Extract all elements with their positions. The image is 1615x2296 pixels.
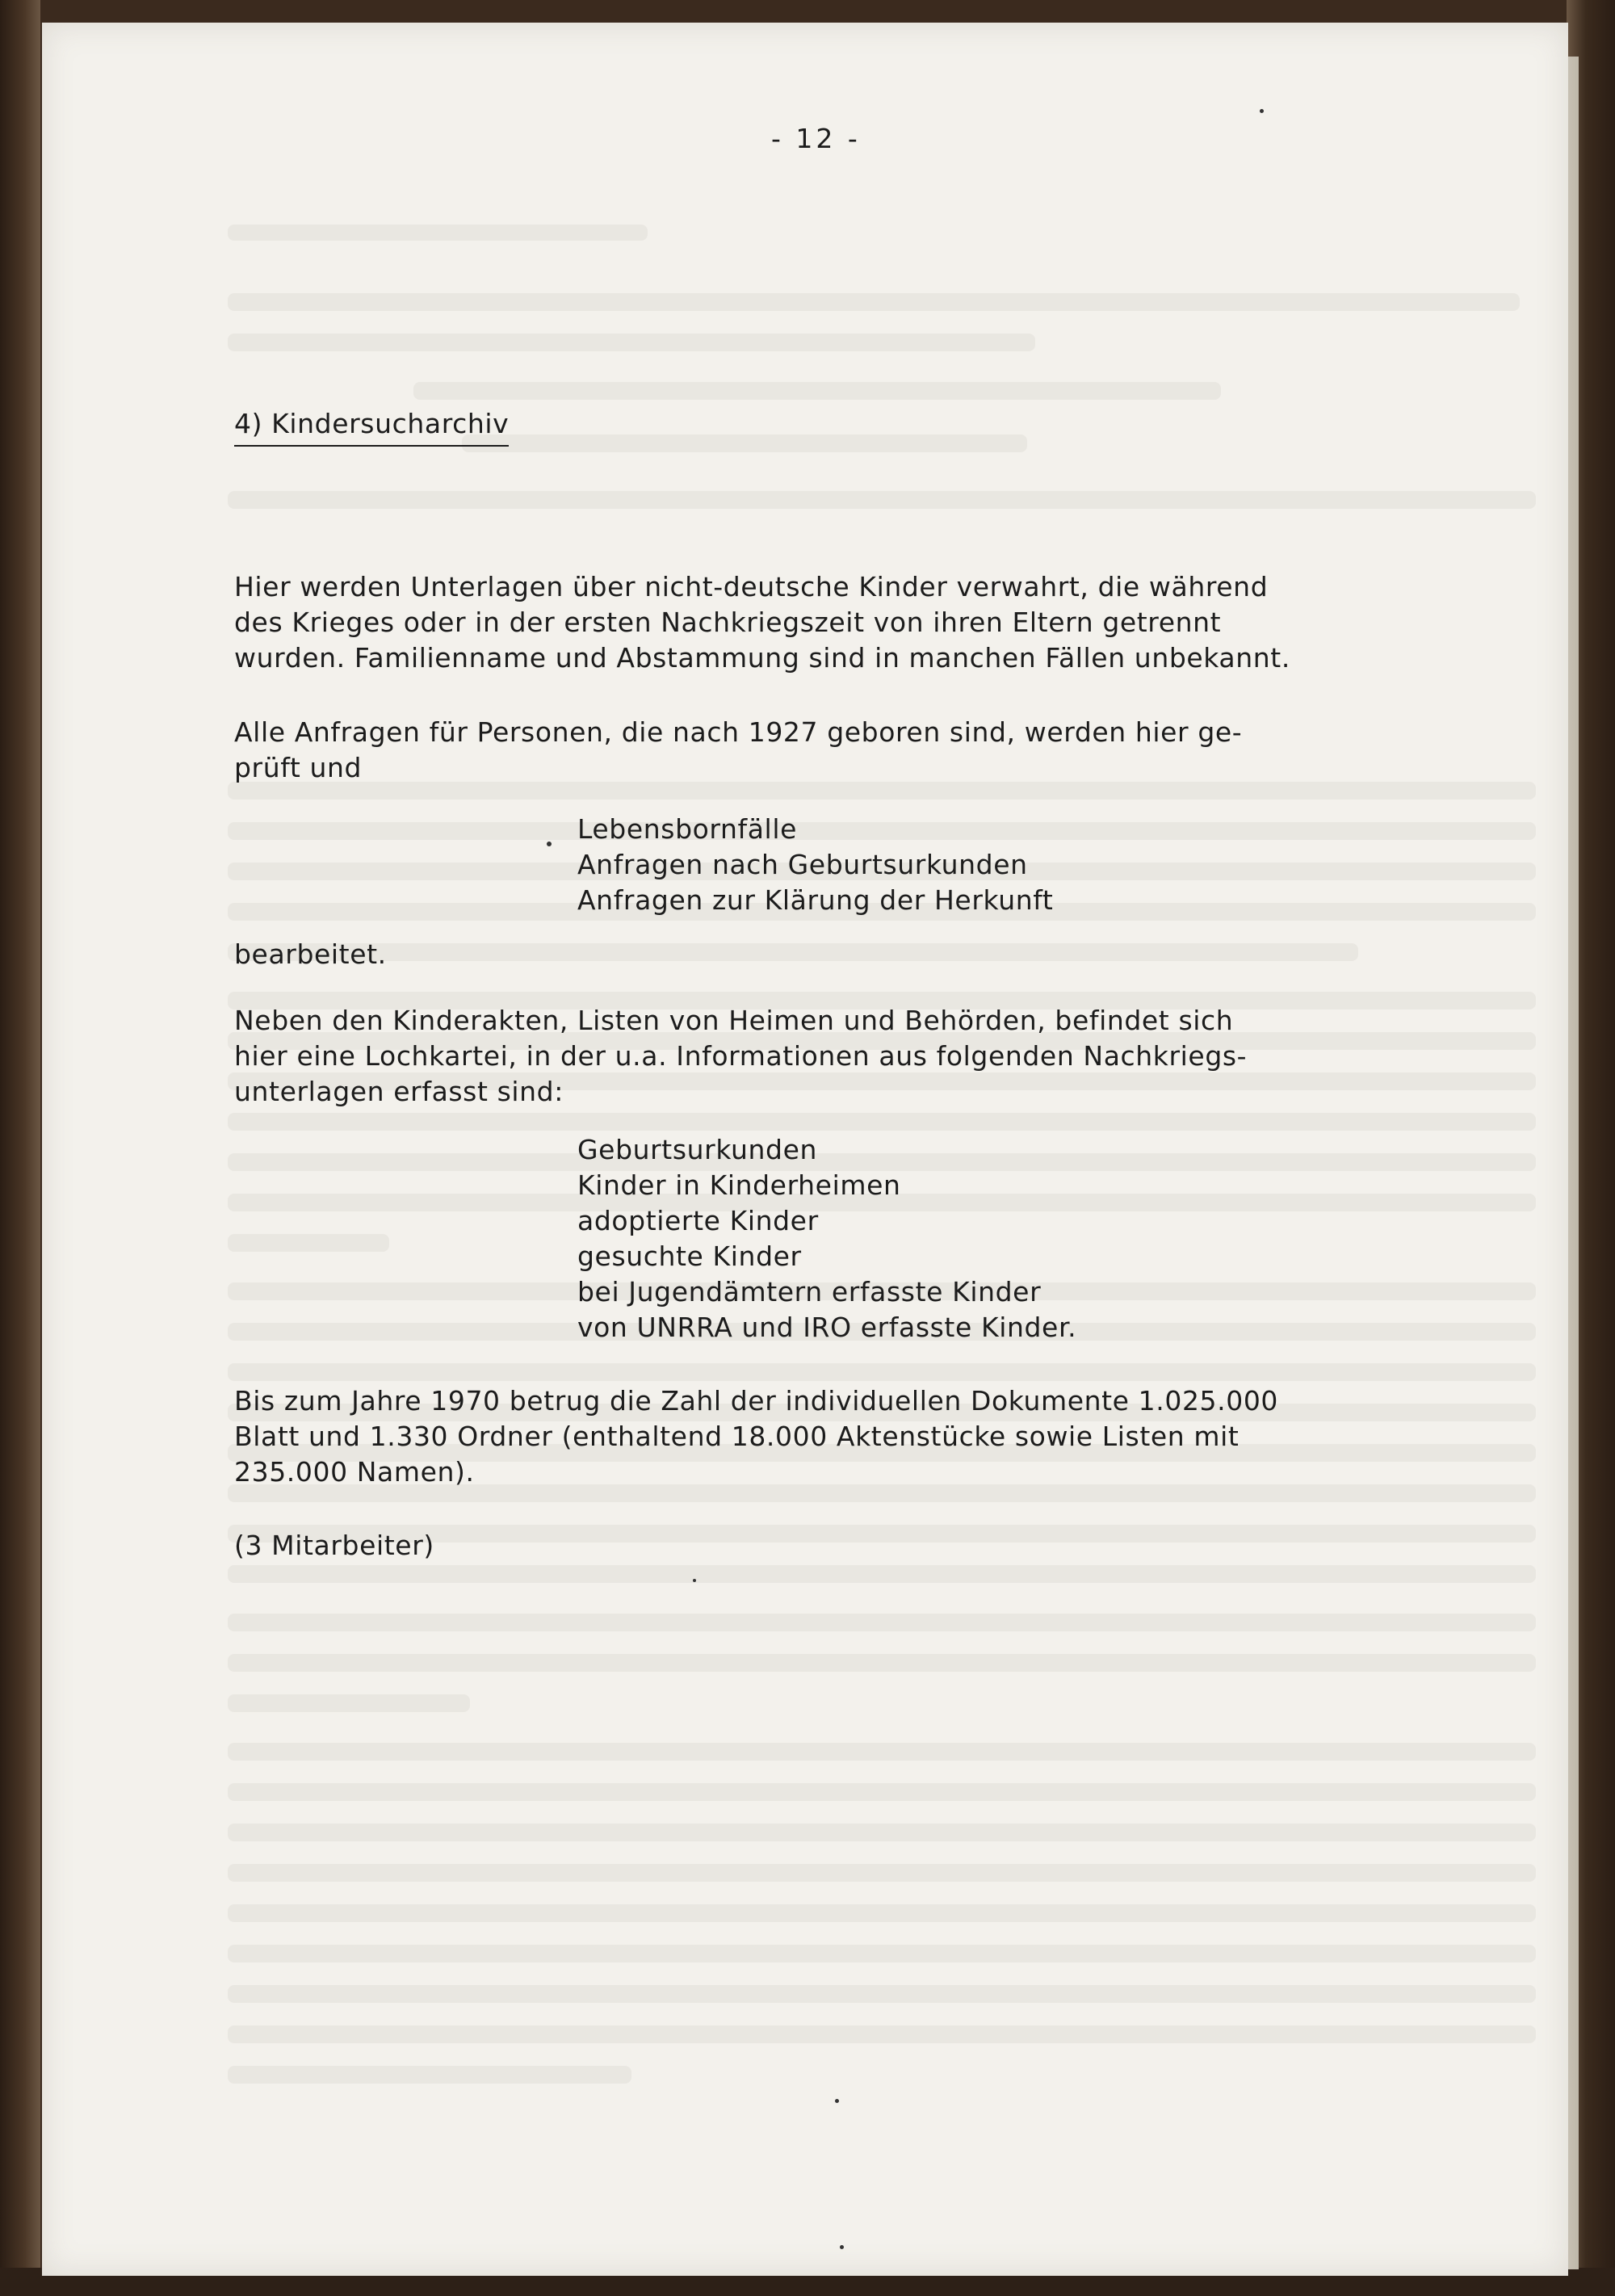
record-type-item: von UNRRA und IRO erfasste Kinder. (577, 1312, 1077, 1343)
record-type-item: gesuchte Kinder (577, 1240, 802, 1272)
records-line: unterlagen erfasst sind: (234, 1076, 564, 1107)
records-line: Neben den Kinderakten, Listen von Heimen und Behörden, befindet sich (234, 1005, 1234, 1036)
record-type-item: adoptierte Kinder (577, 1205, 819, 1236)
intro-line: Hier werden Unterlagen über nicht-deutsche Kinder verwahrt, die während (234, 571, 1269, 602)
inquiry-type-item: Anfragen zur Klärung der Herkunft (577, 884, 1054, 916)
records-line: hier eine Lochkartei, in der u.a. Informationen aus folgenden Nachkriegs- (234, 1040, 1248, 1072)
inquiries-line: prüft und (234, 752, 363, 783)
inquiry-types-list (577, 812, 1053, 918)
intro-line: des Krieges oder in der ersten Nachkriegszeit von ihren Eltern getrennt (234, 607, 1222, 638)
statistics-line: Blatt und 1.330 Ordner (enthaltend 18.000 Aktenstücke sowie Listen mit (234, 1421, 1240, 1452)
section-heading: 4) Kindersucharchiv (234, 406, 509, 447)
record-type-item: Kinder in Kinderheimen (577, 1169, 901, 1201)
record-type-item: bei Jugendämtern erfasste Kinder (577, 1276, 1042, 1308)
inquiry-type-item: Anfragen nach Geburtsurkunden (577, 849, 1028, 880)
speck-mark (1260, 109, 1264, 113)
inquiry-type-item: Lebensbornfälle (577, 813, 797, 845)
speck-mark (835, 2099, 839, 2103)
processed-line: bearbeitet. (234, 938, 387, 970)
intro-paragraph (234, 569, 1494, 676)
staff-note: (3 Mitarbeiter) (234, 1530, 434, 1561)
intro-line: wurden. Familienname und Abstammung sind in manchen Fällen unbekannt. (234, 642, 1290, 674)
page-number: - 12 - (771, 123, 861, 154)
statistics-line: 235.000 Namen). (234, 1456, 475, 1488)
inquiries-line: Alle Anfragen für Personen, die nach 1927 geboren sind, werden hier ge- (234, 716, 1243, 748)
stray-mark (547, 842, 552, 846)
record-type-item: Geburtsurkunden (577, 1134, 818, 1165)
records-paragraph (234, 1003, 1494, 1110)
speck-mark (693, 1579, 696, 1582)
speck-mark (840, 2245, 844, 2249)
statistics-paragraph (234, 1383, 1494, 1490)
record-types-list (577, 1132, 1076, 1345)
statistics-line: Bis zum Jahre 1970 betrug die Zahl der individuellen Dokumente 1.025.000 (234, 1385, 1279, 1417)
inquiries-paragraph (234, 715, 1494, 786)
